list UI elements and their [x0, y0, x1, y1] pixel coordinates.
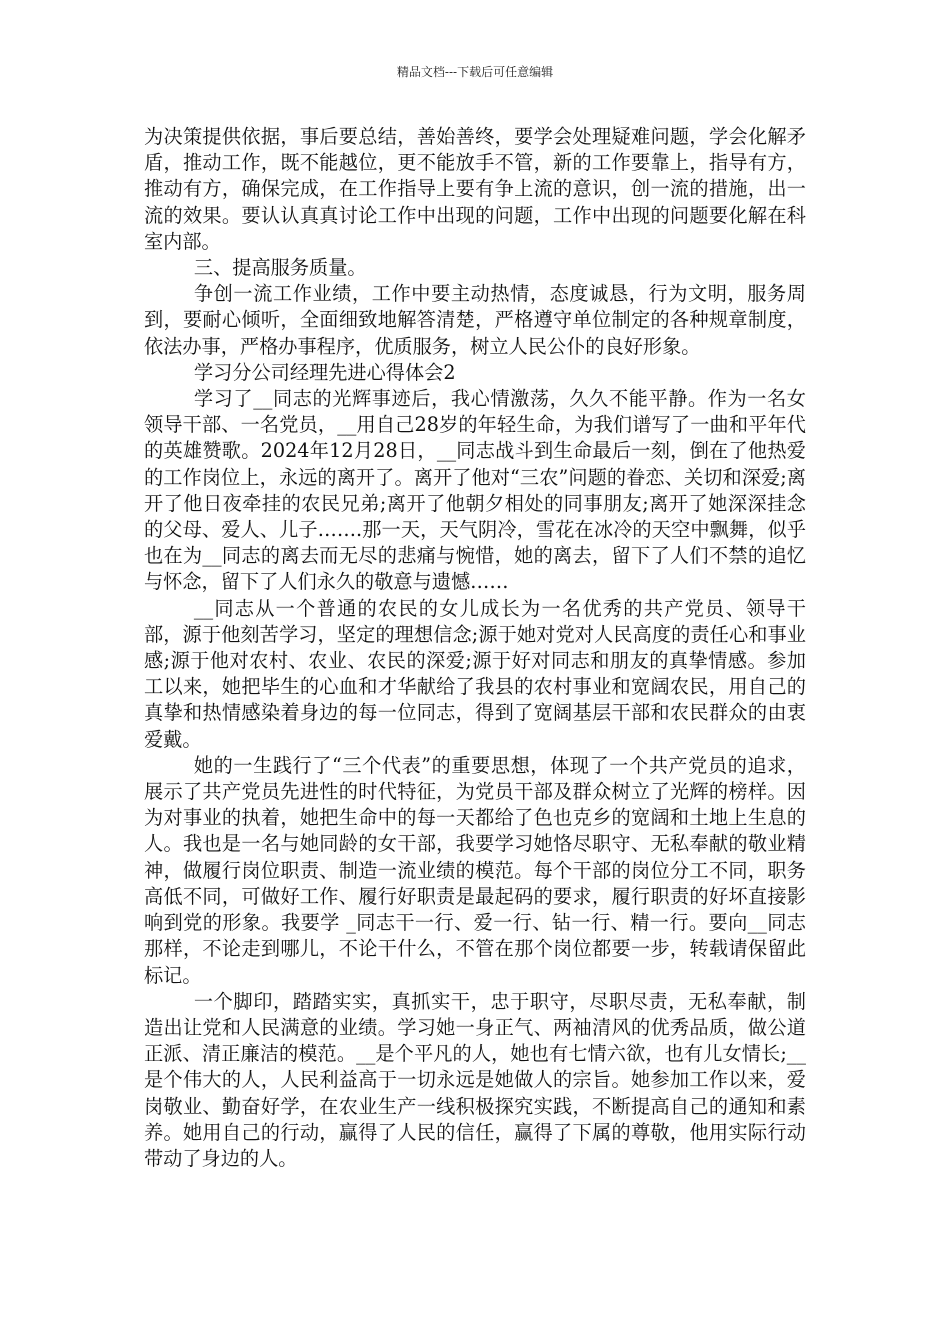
paragraph: __同志从一个普通的农民的女儿成长为一名优秀的共产党员、领导干部，源于他刻苦学习，坚定的理想信念;源于她对党对人民高度的责任心和事业感;源于他对农村、农业、农民的深爱;源于好对同志和朋友的真挚情感。参加工以来，她把毕生的心血和才华献给了我县的农村事业和宽阔农民，用自己的真挚和热情感染着身边的每一位同志，得到了宽阔基层干部和农民群众的由衷爱戴。: [144, 596, 806, 751]
document-body: [144, 124, 806, 1172]
paragraph: 争创一流工作业绩，工作中要主动热情，态度诚恳，行为文明，服务周到，要耐心倾听，全面细致地解答清楚，严格遵守单位制定的各种规章制度，依法办事，严格办事程序，优质服务，树立人民公仆的良好形象。: [144, 282, 806, 358]
page-header: 精品文档---下载后可任意编辑: [396, 65, 554, 79]
article-title: 学习分公司经理先进心得体会2: [193, 360, 456, 384]
paragraph: 学习了__同志的光辉事迹后，我心情激荡，久久不能平静。作为一名女领导干部、一名党员，__用自己28岁的年轻生命，为我们谱写了一曲和平年代的英雄赞歌。2024年12月28日，__同志战斗到生命最后一刻，倒在了他热爱的工作岗位上，永远的离开了。离开了他对“三农”问题的眷恋、关切和深爱;离开了他日夜牵挂的农民兄弟;离开了他朝夕相处的同事朋友;离开了她深深挂念的父母、爱人、儿子…….那一天，天气阴冷，雪花在冰冷的天空中飘舞，似乎也在为__同志的离去而无尽的悲痛与惋惜，她的离去，留下了人们不禁的追忆与怀念，留下了人们永久的敬意与遗憾……: [144, 387, 806, 594]
paragraph: 她的一生践行了“三个代表”的重要思想，体现了一个共产党员的追求，展示了共产党员先进性的时代特征，为党员干部及群众树立了光辉的榜样。因为对事业的执着，她把生命中的每一天都给了色也克乡的宽阔和土地上生息的人。我也是一名与她同龄的女干部，我要学习她恪尽职守、无私奉献的敬业精神，做履行岗位职责、制造一流业绩的模范。每个干部的岗位分工不同，职务高低不同，可做好工作、履行好职责是最起码的要求，履行职责的好坏直接影响到党的形象。我要学 _同志干一行、爱一行、钻一行、精一行。要向__同志那样，不论走到哪儿，不论干什么，不管在那个岗位都要一步，转载请保留此标记。: [144, 753, 806, 987]
section-heading: 三、提高服务质量。: [193, 256, 367, 280]
paragraph: 一个脚印，踏踏实实，真抓实干，忠于职守，尽职尽责，无私奉献，制造出让党和人民满意的业绩。学习她一身正气、两袖清风的优秀品质，做公道正派、清正廉洁的模范。__是个平凡的人，她也有七情六欲，也有儿女情长;__是个伟大的人，人民利益高于一切永远是她做人的宗旨。她参加工作以来，爱岗敬业、勤奋好学，在农业生产一线积极探究实践，不断提高自己的通知和素养。她用自己的行动，赢得了人民的信任，赢得了下属的尊敬，他用实际行动带动了身边的人。: [144, 989, 806, 1170]
paragraph-continuation: 为决策提供依据，事后要总结，善始善终，要学会处理疑难问题，学会化解矛盾，推动工作，既不能越位，更不能放手不管，新的工作要靠上，指导有方，推动有方，确保完成，在工作指导上要有争上流的意识，创一流的措施，出一流的效果。要认认真真讨论工作中出现的问题，工作中出现的问题要化解在科室内部。: [144, 125, 806, 253]
